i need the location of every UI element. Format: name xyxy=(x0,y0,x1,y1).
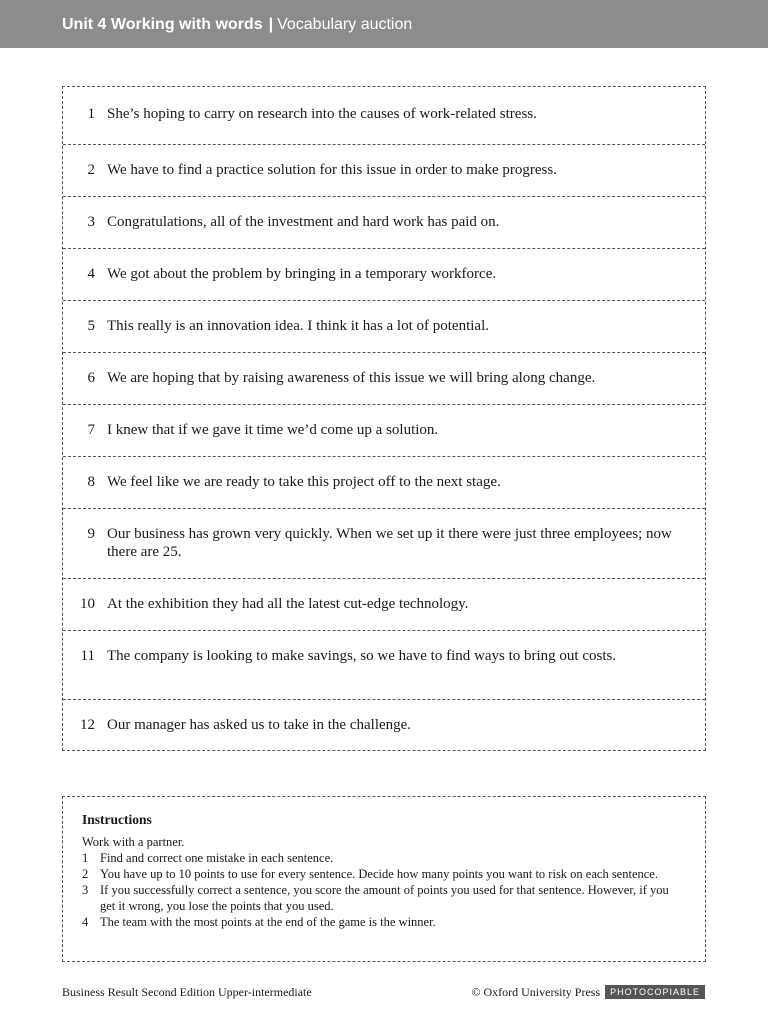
sentence-card xyxy=(63,87,705,144)
title-separator: | xyxy=(268,16,274,33)
step-text: If you successfully correct a sentence, you score the amount of points you used for that sentence. However, if you get it wrong, you lose the points that you used. xyxy=(100,883,669,913)
sentence-number: 12 xyxy=(80,717,95,733)
sentence-number: 10 xyxy=(80,596,95,612)
sentence-cards xyxy=(62,86,706,751)
sentence-text: We got about the problem by bringing in a temporary workforce. xyxy=(107,266,497,282)
step-text: You have up to 10 points to use for every sentence. Decide how many points you want to risk on each sentence. xyxy=(100,867,658,881)
footer-publisher xyxy=(471,984,705,1000)
sentence-card xyxy=(63,630,705,699)
sentence-number: 6 xyxy=(87,370,95,386)
sentence-number: 11 xyxy=(80,648,95,664)
sentence-text: She’s hoping to carry on research into the causes of work-related stress. xyxy=(107,106,537,122)
sentence-card xyxy=(63,300,705,352)
step-number: 4 xyxy=(82,915,89,929)
sentence-card xyxy=(63,144,705,196)
sentence-text: I knew that if we gave it time we’d come up a solution. xyxy=(107,422,439,438)
sentence-text: We are hoping that by raising awareness of this issue we will bring along change. xyxy=(107,370,596,386)
sentence-card xyxy=(63,352,705,404)
sentence-card xyxy=(63,248,705,300)
sentence-card xyxy=(63,508,705,578)
sentence-number: 7 xyxy=(87,422,95,438)
instruction-step xyxy=(82,882,685,914)
sentence-card xyxy=(63,404,705,456)
page-title xyxy=(62,15,412,35)
sentence-number: 2 xyxy=(87,162,95,178)
header-bar xyxy=(0,0,768,48)
copyright-text: © Oxford University Press xyxy=(471,985,601,999)
unit-title: Unit 4 Working with words xyxy=(62,16,263,33)
sentence-number: 1 xyxy=(87,106,95,122)
sentence-text: At the exhibition they had all the latest cut-edge technology. xyxy=(107,596,469,612)
sentence-text: The company is looking to make savings, so we have to find ways to bring out costs. xyxy=(107,648,617,664)
footer-book-title: Business Result Second Edition Upper-intermediate xyxy=(62,985,312,999)
sentence-number: 8 xyxy=(87,474,95,490)
instruction-step xyxy=(82,866,685,882)
sentence-number: 5 xyxy=(87,318,95,334)
step-text: Find and correct one mistake in each sentence. xyxy=(100,851,334,865)
step-number: 2 xyxy=(82,867,89,881)
instructions-box xyxy=(62,796,706,962)
sentence-card xyxy=(63,196,705,248)
sentence-card xyxy=(63,456,705,508)
sentence-number: 3 xyxy=(87,214,95,230)
page-subtitle: Vocabulary auction xyxy=(277,16,413,33)
photocopiable-badge: PHOTOCOPIABLE xyxy=(605,985,705,999)
sentence-number: 4 xyxy=(87,266,95,282)
sentence-number: 9 xyxy=(87,526,95,542)
sentence-text: We have to find a practice solution for this issue in order to make progress. xyxy=(107,162,557,178)
sentence-card xyxy=(63,578,705,630)
sentence-text: Our manager has asked us to take in the challenge. xyxy=(107,717,412,733)
step-text: The team with the most points at the end of the game is the winner. xyxy=(100,915,436,929)
instruction-step xyxy=(82,850,685,866)
sentence-text: Our business has grown very quickly. When we set up it there were just three employees; now there are 25. xyxy=(107,526,672,560)
sentence-card xyxy=(63,699,705,750)
sentence-text: This really is an innovation idea. I think it has a lot of potential. xyxy=(107,318,490,334)
sentence-text: Congratulations, all of the investment and hard work has paid on. xyxy=(107,214,500,230)
instructions-list xyxy=(82,850,685,930)
sentence-text: We feel like we are ready to take this project off to the next stage. xyxy=(107,474,501,490)
step-number: 1 xyxy=(82,851,89,865)
step-number: 3 xyxy=(82,883,89,897)
instructions-title: Instructions xyxy=(82,812,152,827)
instructions-intro: Work with a partner. xyxy=(82,835,185,849)
instruction-step xyxy=(82,914,685,930)
